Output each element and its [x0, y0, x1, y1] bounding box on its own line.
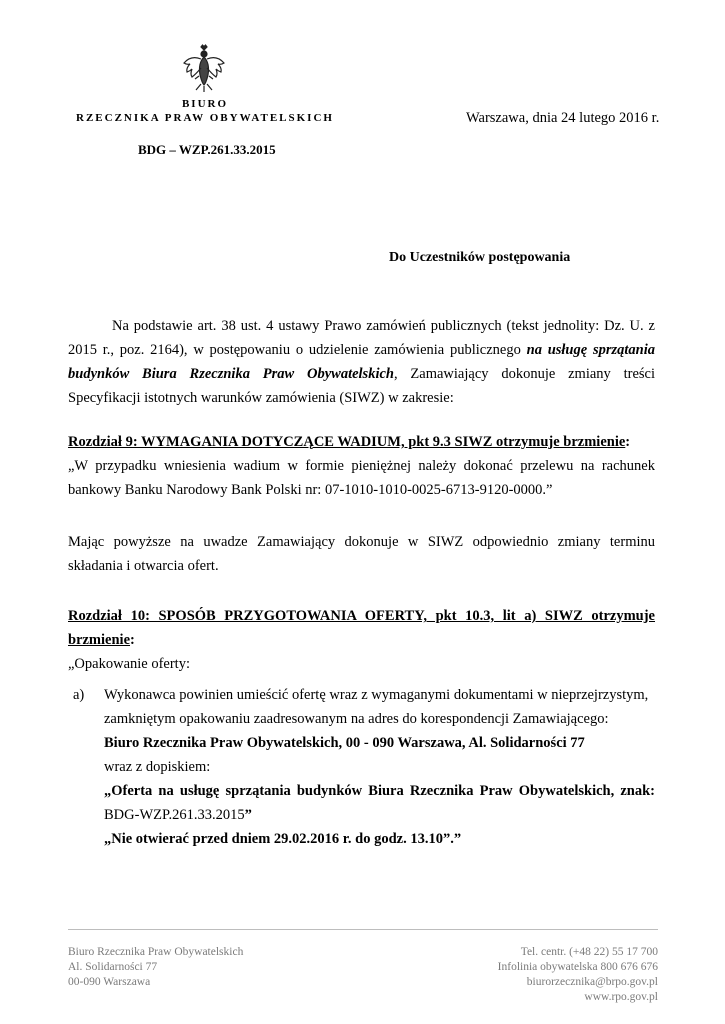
section-9-heading: Rozdział 9: WYMAGANIA DOTYCZĄCE WADIUM, pkt 9.3 SIWZ otrzymuje brzmienie	[68, 434, 626, 450]
section-9	[68, 430, 655, 502]
intro-paragraph	[68, 314, 655, 410]
section-10	[68, 604, 655, 676]
footer-left-line: Biuro Rzecznika Praw Obywatelskich	[68, 946, 244, 958]
footer-website[interactable]: www.rpo.gov.pl	[584, 991, 658, 1003]
correspondence-address: Biuro Rzecznika Praw Obywatelskich, 00 - 090 Warszawa, Al. Solidarności 77	[104, 735, 585, 751]
footer-email[interactable]: biurorzecznika@brpo.gov.pl	[526, 976, 658, 988]
intro-subject: na usługę sprzątania budynków Biura Rzecznika Praw Obywatelskich	[68, 342, 655, 382]
offer-label: „Oferta na usługę sprzątania budynków Biura Rzecznika Praw Obywatelskich, znak:	[104, 783, 655, 799]
list-item	[68, 683, 655, 851]
footer-hotline: Infolinia obywatelska 800 676 676	[497, 961, 658, 973]
office-name	[60, 97, 350, 125]
note-paragraph: Mając powyższe na uwadze Zamawiający dokonuje w SIWZ odpowiednio zmiany terminu składania i otwarcia ofert.	[68, 534, 655, 574]
section-9-text: „W przypadku wniesienia wadium w formie pieniężnej należy dokonać przelewu na rachunek bankowy Banku Narodowy Bank Polski nr: 07-1010-1010-0025-6713-9120-0000.”	[68, 458, 655, 498]
section-10-intro: „Opakowanie oferty:	[68, 656, 190, 672]
do-not-open-note: „Nie otwierać przed dniem 29.02.2016 r. do godz. 13.10”.”	[104, 831, 462, 847]
offer-sign: BDG-WZP.261.33.2015	[104, 807, 245, 823]
document-date: Warszawa, dnia 24 lutego 2016 r.	[466, 110, 660, 126]
footer-left-line: 00-090 Warszawa	[68, 976, 151, 988]
footer-left-line: Al. Solidarności 77	[68, 961, 158, 973]
polish-eagle-emblem-icon	[183, 44, 225, 94]
offer-quote-end: ”	[244, 807, 252, 823]
footer-contact	[390, 945, 658, 1005]
section-10-heading: Rozdział 10: SPOSÓB PRZYGOTOWANIA OFERTY, pkt 10.3, lit a) SIWZ otrzymuje brzmienie	[68, 608, 655, 648]
list-item-marker: a)	[73, 687, 85, 703]
list-item-text: Wykonawca powinien umieścić ofertę wraz z wymaganymi dokumentami w nieprzejrzystym, zamkniętym opakowaniu zaadresowanym na adres do korespondencji Zamawiającego:	[104, 687, 649, 727]
intro-text-a: Na podstawie art. 38 ust. 4 ustawy Prawo zamówień publicznych (tekst jednolity: Dz. U. z 2015 r., poz. 2164), w postępowaniu o udzielenie zamówienia publicznego	[68, 318, 655, 358]
intro-text-b: , Zamawiający dokonuje zmiany treści Specyfikacji istotnych warunków zamówienia (SIWZ) w zakresie:	[68, 366, 655, 406]
with-note-label: wraz z dopiskiem:	[104, 759, 211, 775]
office-name-line1: BIURO	[181, 98, 229, 110]
reference-number: BDG – WZP.261.33.2015	[138, 142, 276, 157]
section-10-heading-colon: :	[130, 632, 135, 648]
section-9-heading-colon: :	[625, 434, 631, 450]
addressee: Do Uczestników postępowania	[389, 250, 571, 265]
section-10-list	[68, 683, 655, 851]
footer-address	[68, 945, 243, 990]
footer-divider	[68, 929, 658, 930]
footer-phone: Tel. centr. (+48 22) 55 17 700	[520, 946, 658, 958]
office-name-line2: RZECZNIKA PRAW OBYWATELSKICH	[76, 112, 334, 124]
